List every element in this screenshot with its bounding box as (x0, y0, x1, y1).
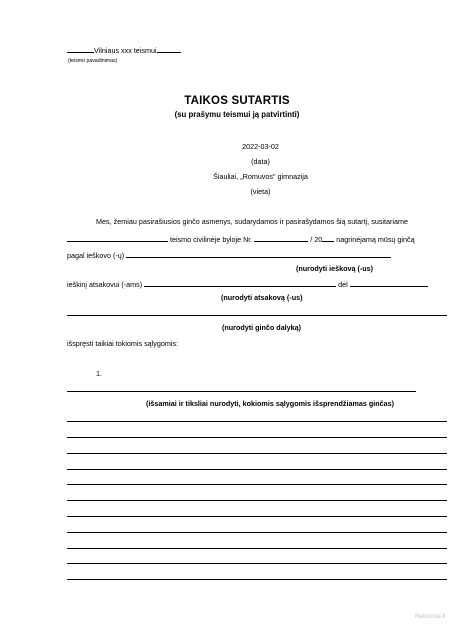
court-blank-right (157, 45, 181, 53)
civil-case-line (67, 234, 415, 243)
defendant-label: ieškinį atsakovui (-ams) (67, 280, 143, 289)
court-line (67, 45, 181, 54)
del-label: dėl (338, 280, 348, 289)
court-name: Vilniaus xxx teismui (94, 46, 157, 55)
court-blank-left (67, 45, 94, 53)
plaintiff-label: pagal ieškovo (-ų) (67, 251, 125, 260)
condition-line-6 (67, 500, 447, 501)
condition-line-11 (67, 579, 447, 580)
condition-line-9 (67, 548, 447, 549)
reason-blank (350, 279, 428, 287)
condition-line-3 (67, 453, 447, 454)
condition-line-0 (67, 391, 416, 392)
plaintiff-line (67, 250, 391, 259)
court-blank (67, 234, 168, 242)
agree-text: nagrinėjamą mūsų ginčą (336, 235, 415, 244)
condition-line-2 (67, 437, 447, 438)
watermark: Rekvizitai.lt (415, 614, 446, 620)
document-subtitle: (su prašymu teismui ją patvirtinti) (174, 110, 300, 119)
defendant-line (67, 279, 428, 288)
plaintiff-caption: (nurodyti ieškovą (-us) (296, 264, 374, 273)
resolve-text: išspręsti taikiai tokiomis sąlygomis: (67, 339, 179, 348)
place-caption: (vieta) (250, 187, 271, 196)
civil-case-text: teismo civilinėje byloje Nr. (170, 235, 253, 244)
defendant-caption: (nurodyti atsakovą (-us) (221, 293, 303, 302)
item-number-1: 1. (96, 369, 102, 378)
date-caption: (data) (251, 157, 270, 166)
condition-line-4 (67, 469, 447, 470)
court-caption: (teismo pavadinimas) (68, 58, 118, 64)
condition-line-7 (67, 516, 447, 517)
case-number-blank (254, 234, 308, 242)
subject-blank (67, 315, 447, 316)
condition-line-8 (67, 532, 447, 533)
defendant-blank (144, 279, 336, 287)
year-prefix: / 20 (310, 235, 323, 244)
conditions-caption: (išsamiai ir tiksliai nurodyti, kokiomis sąlygomis išsprendžiamas ginčas) (146, 399, 395, 408)
contract-date: 2022-03-02 (242, 142, 279, 151)
plaintiff-blank (126, 250, 391, 258)
intro-line: Mes, žemiau pasirašiusios ginčo asmenys, sudarydamos ir pasirašydamos šią sutartį, susitariame (96, 217, 408, 226)
subject-caption: (nurodyti ginčo dalyką) (222, 323, 302, 332)
year-blank (322, 234, 334, 242)
contract-place: Šiauliai, „Romuvos" gimnazija (213, 172, 308, 181)
condition-line-10 (67, 563, 447, 564)
condition-line-5 (67, 484, 447, 485)
condition-line-1 (67, 421, 447, 422)
document-title: TAIKOS SUTARTIS (184, 95, 290, 107)
